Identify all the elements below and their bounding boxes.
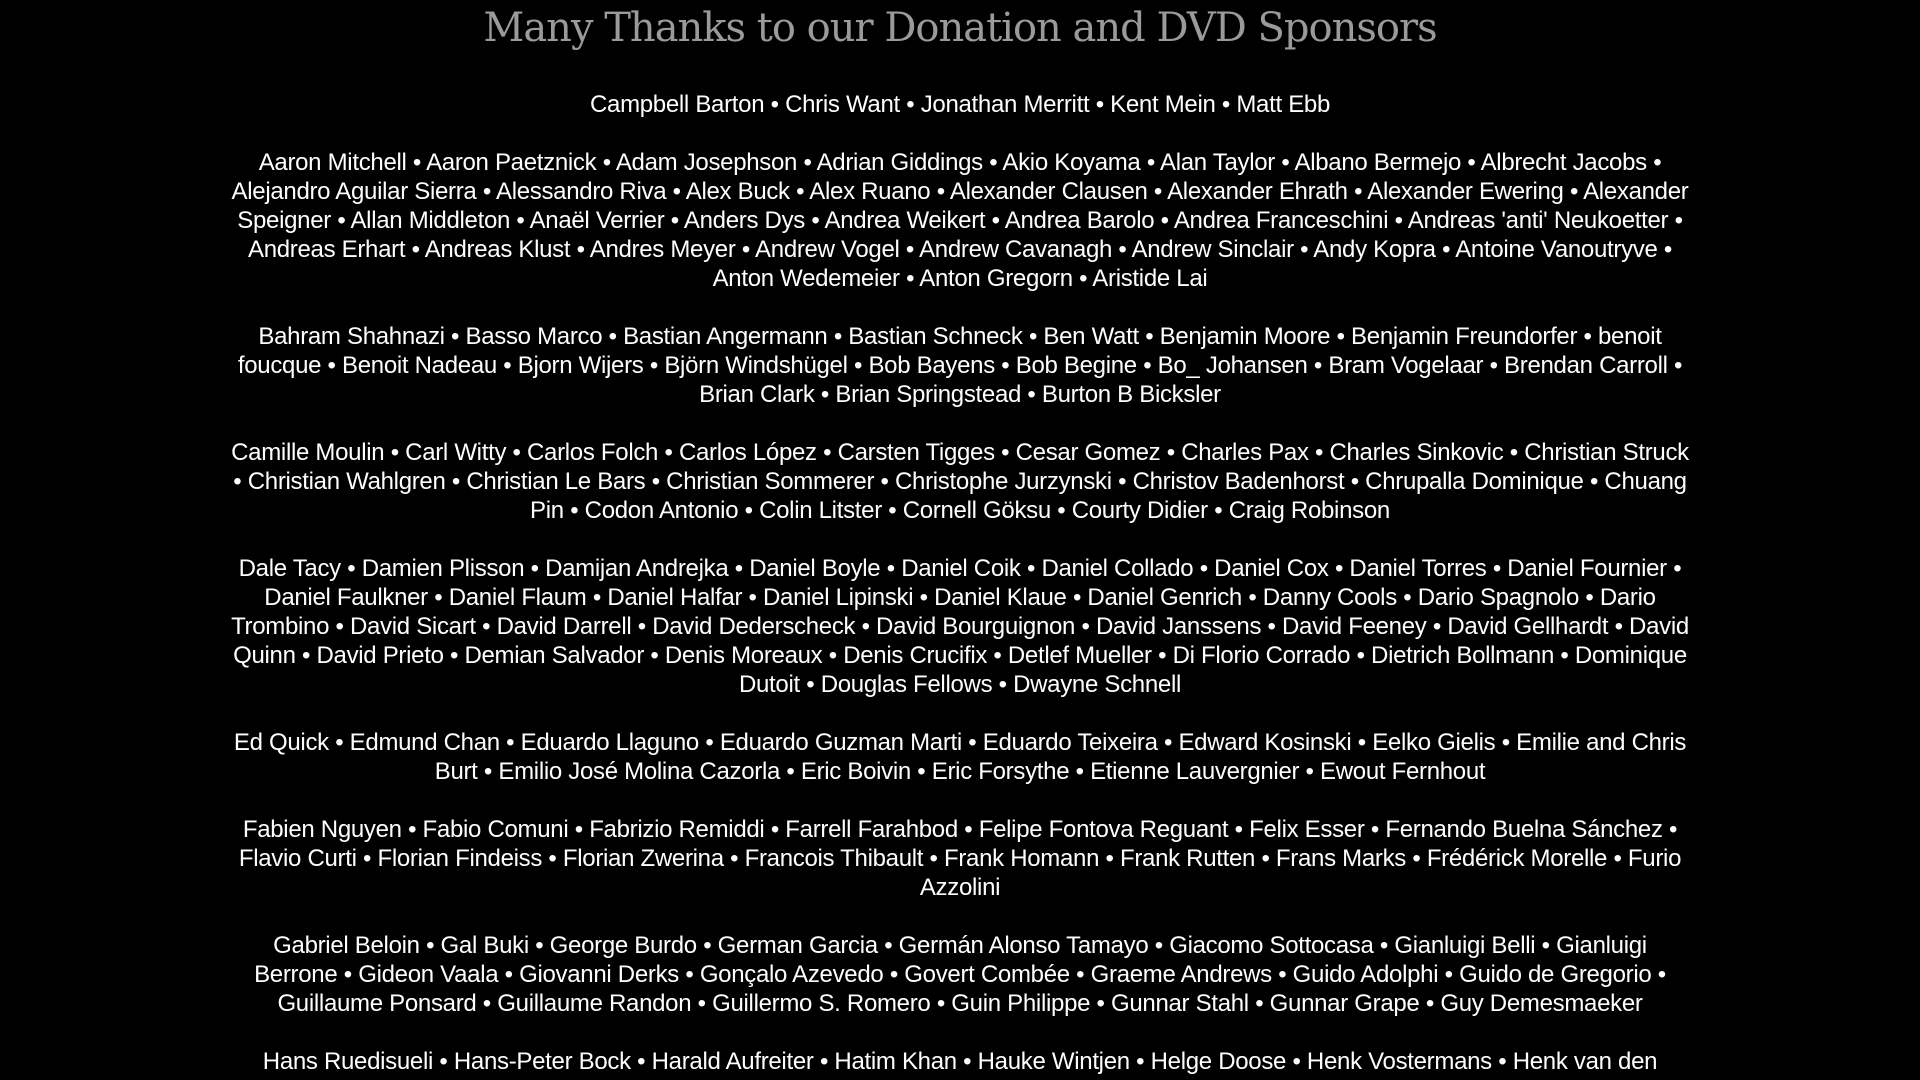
sponsor-group-g: Gabriel Beloin • Gal Buki • George Burdo • German Garcia • Germán Alonso Tamayo • Giacomo Sottocasa • Gianluigi Belli • Gianluigi Berrone • Gideon Vaala • Giovanni Derks • Gonçalo Azevedo • Govert Combée • Graeme Andrews • Guido Adolphi • Guido de Gregorio • Guillaume Ponsard • Guillaume Randon • Guillermo S. Romero • Guin Philippe • Gunnar Stahl • Gunnar Grape • Guy Demesmaeker [254,932,1666,1017]
sponsor-group-d: Dale Tacy • Damien Plisson • Damijan Andrejka • Daniel Boyle • Daniel Coik • Daniel Collado • Daniel Cox • Daniel Torres • Daniel Fournier • Daniel Faulkner • Daniel Flaum • Daniel Halfar • Daniel Lipinski • Daniel Klaue • Daniel Genrich • Danny Cools • Dario Spagnolo • Dario Trombino • David Sicart • David Darrell • David Dederscheck • David Bourguignon • David Janssens • David Feeney • David Gellhardt • David Quinn • David Prieto • Demian Salvador • Denis Moreaux • Denis Crucifix • Detlef Mueller • Di Florio Corrado • Dietrich Bollmann • Dominique Dutoit • Douglas Fellows • Dwayne Schnell [231,555,1689,698]
sponsor-group-f: Fabien Nguyen • Fabio Comuni • Fabrizio Remiddi • Farrell Farahbod • Felipe Fontova Reguant • Felix Esser • Fernando Buelna Sánchez • Flavio Curti • Florian Findeiss • Florian Zwerina • Francois Thibault • Frank Homann • Frank Rutten • Frans Marks • Frédérick Morelle • Furio Azzolini [238,816,1682,901]
sponsor-group-lead: Campbell Barton • Chris Want • Jonathan Merritt • Kent Mein • Matt Ebb [589,91,1331,118]
sponsor-group-e: Ed Quick • Edmund Chan • Eduardo Llaguno • Eduardo Guzman Marti • Eduardo Teixeira • Edward Kosinski • Eelko Gielis • Emilie and Chris Burt • Emilio José Molina Cazorla • Eric Boivin • Eric Forsythe • Etienne Lauvergnier • Ewout Fernhout [233,729,1687,785]
sponsor-group-h: Hans Ruedisueli • Hans-Peter Bock • Harald Aufreiter • Hatim Khan • Hauke Wintjen • Helge Doose • Henk Vostermans • Henk van den [262,1048,1658,1075]
sponsor-group-a: Aaron Mitchell • Aaron Paetznick • Adam Josephson • Adrian Giddings • Akio Koyama • Alan Taylor • Albano Bermejo • Albrecht Jacobs • Alejandro Aguilar Sierra • Alessandro Riva • Alex Buck • Alex Ruano • Alexander Clausen • Alexander Ehrath • Alexander Ewering • Alexander Speigner • Allan Middleton • Anaël Verrier • Anders Dys • Andrea Weikert • Andrea Barolo • Andrea Franceschini • Andreas 'anti' Neukoetter • Andreas Erhart • Andreas Klust • Andres Meyer • Andrew Vogel • Andrew Cavanagh • Andrew Sinclair • Andy Kopra • Antoine Vanoutryve • Anton Wedemeier • Anton Gregorn • Aristide Lai [231,149,1689,292]
sponsor-group-b: Bahram Shahnazi • Basso Marco • Bastian Angermann • Bastian Schneck • Ben Watt • Benjamin Moore • Benjamin Freundorfer • benoit foucque • Benoit Nadeau • Bjorn Wijers • Björn Windshügel • Bob Bayens • Bob Begine • Bo_ Johansen • Bram Vogelaar • Brendan Carroll • Brian Clark • Brian Springstead • Burton B Bicksler [237,323,1683,408]
credits-title: Many Thanks to our Donation and DVD Sponsors [483,5,1437,51]
sponsor-group-c: Camille Moulin • Carl Witty • Carlos Folch • Carlos López • Carsten Tigges • Cesar Gomez • Charles Pax • Charles Sinkovic • Christian Struck • Christian Wahlgren • Christian Le Bars • Christian Sommerer • Christophe Jurzynski • Christov Badenhorst • Chrupalla Dominique • Chuang Pin • Codon Antonio • Colin Litster • Cornell Göksu • Courty Didier • Craig Robinson [231,439,1689,524]
